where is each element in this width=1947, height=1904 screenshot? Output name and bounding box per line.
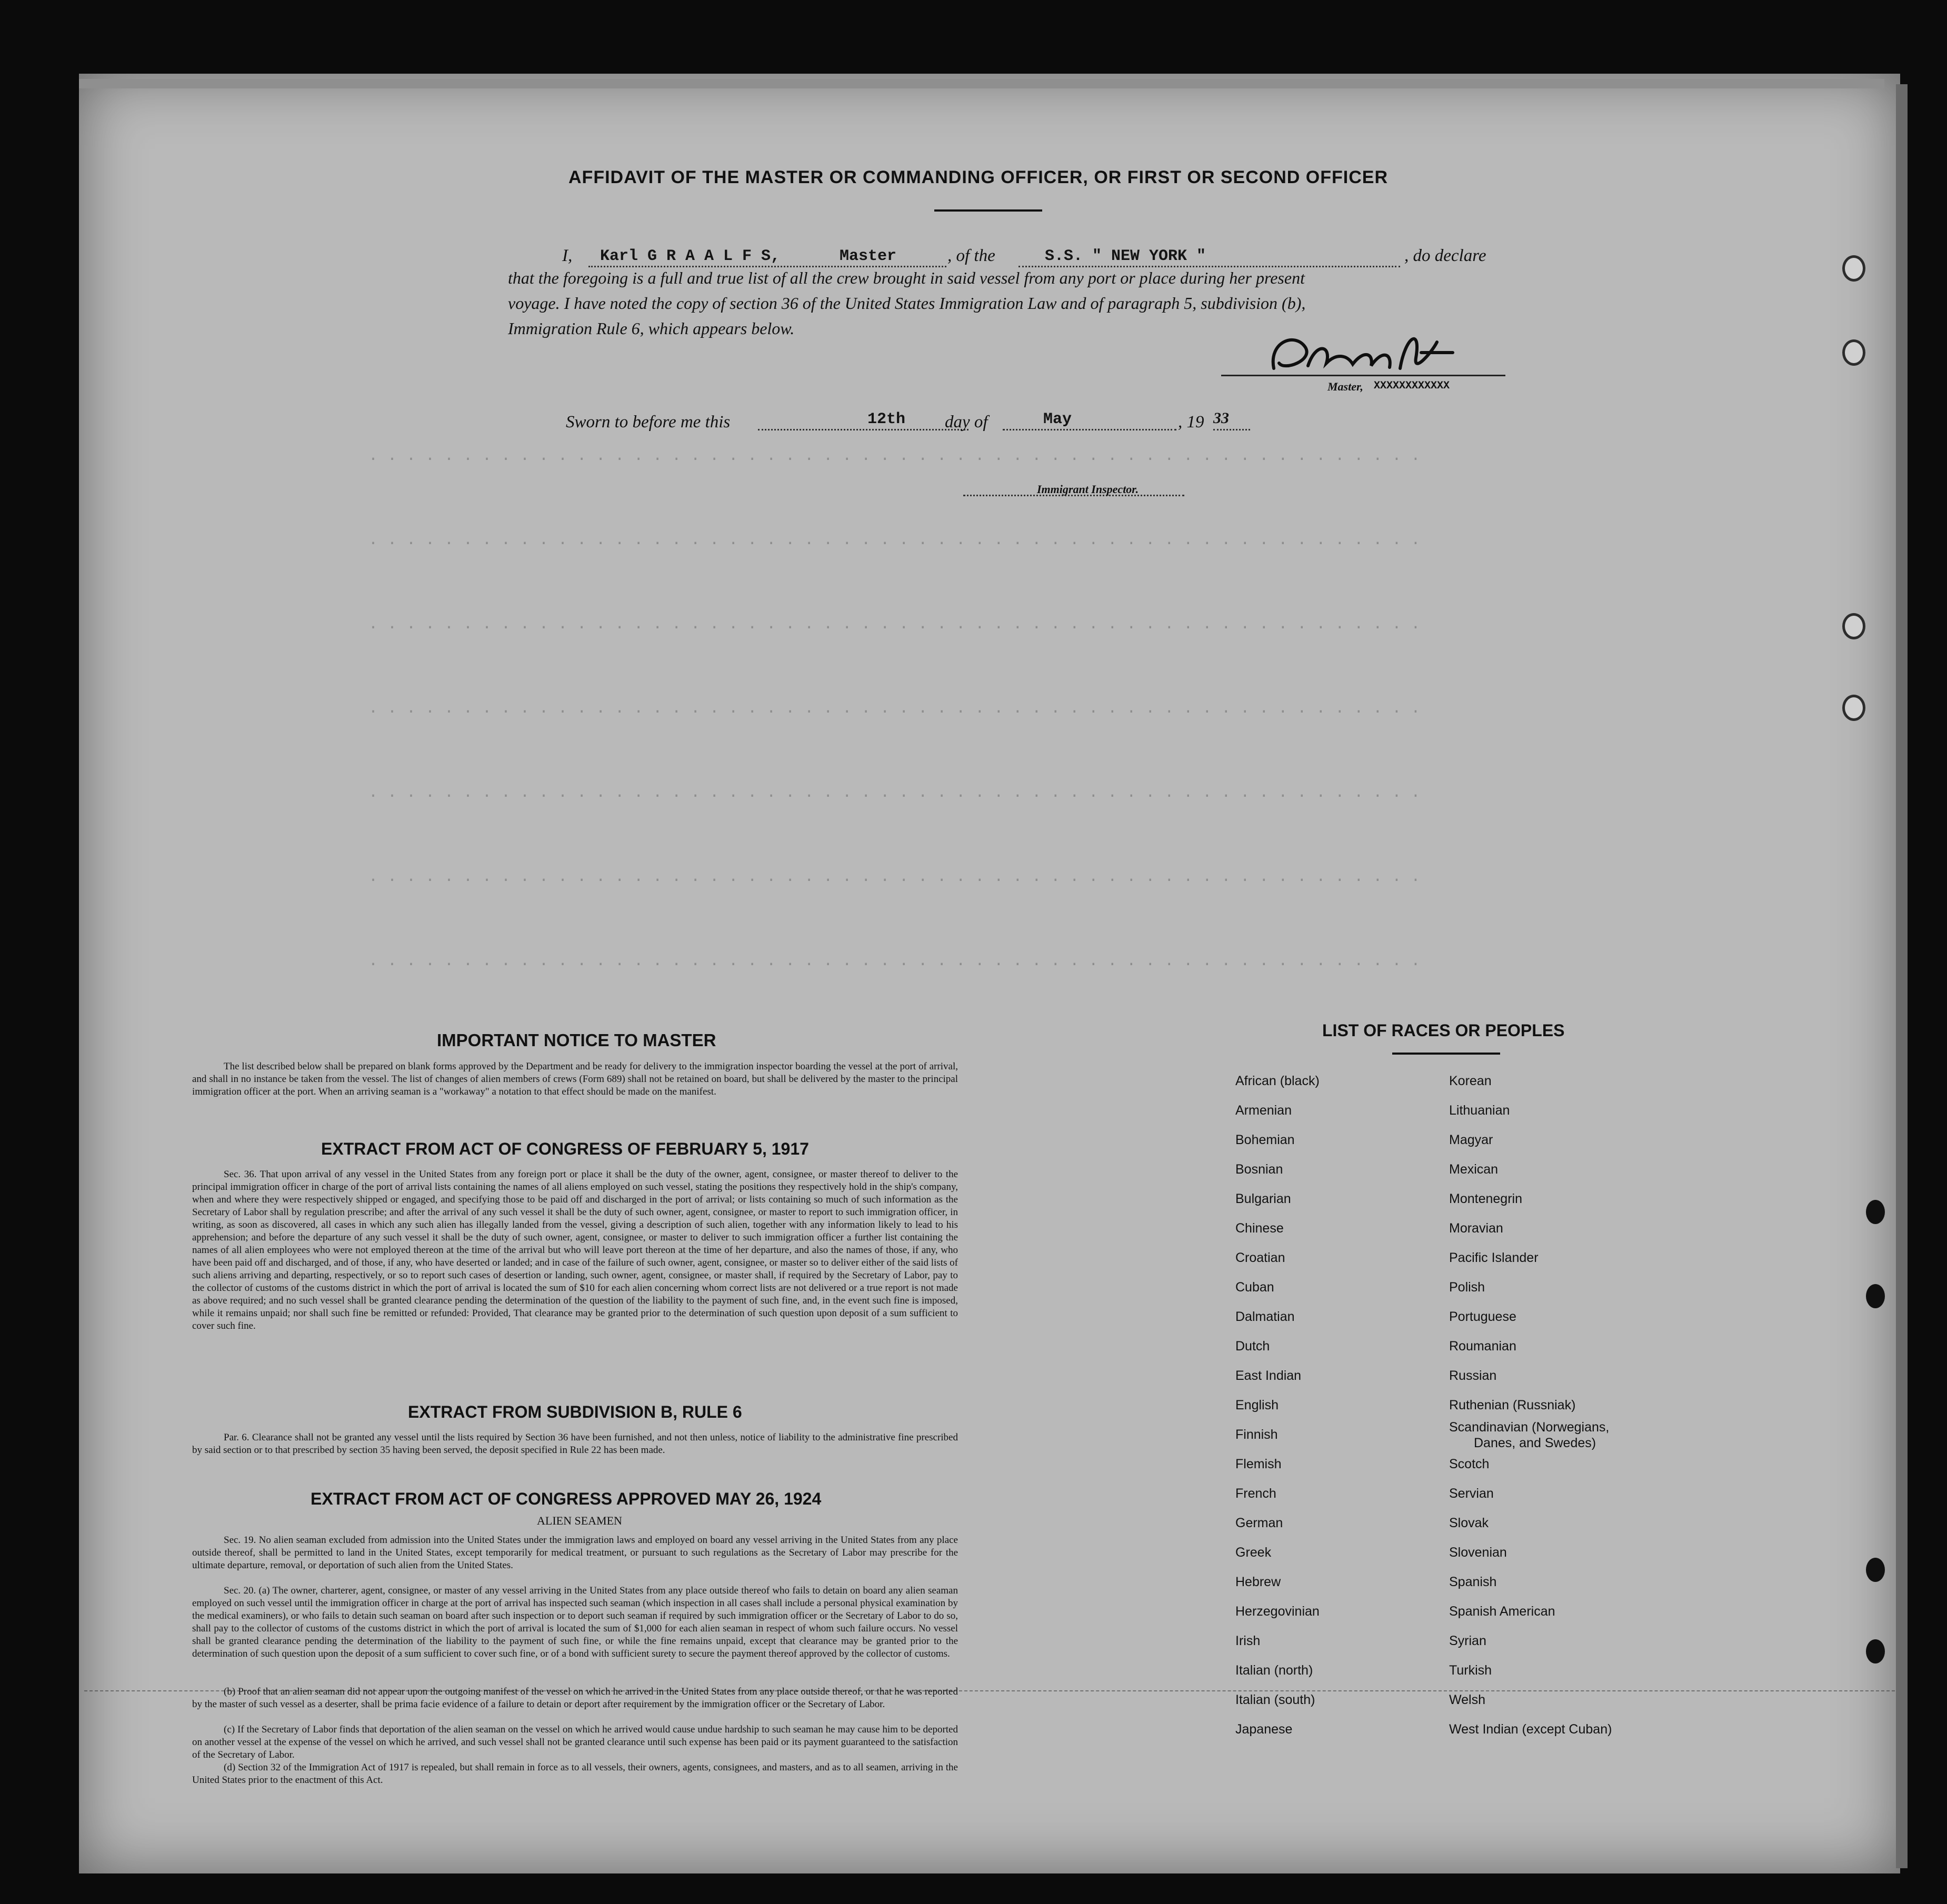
sworn-day-line xyxy=(758,429,968,430)
extract-rule6-body: Par. 6. Clearance shall not be granted any vessel until the lists required by Section 36 have been furnished, and not then unless, notice of liability to the administrative fine prescribed by said section or to that prescribed by section 35 having been served, the deposit specified in Rule 22 has been made. xyxy=(192,1432,958,1456)
race-right: Scotch xyxy=(1449,1457,1490,1471)
notice-title: IMPORTANT NOTICE TO MASTER xyxy=(437,1030,716,1050)
race-right: Russian xyxy=(1449,1368,1497,1383)
binder-hole xyxy=(1842,613,1865,639)
race-left: Italian (south) xyxy=(1235,1692,1315,1707)
race-right: Slovenian xyxy=(1449,1545,1507,1560)
race-left: Cuban xyxy=(1235,1280,1274,1295)
sheet-right-edge xyxy=(1896,84,1908,1868)
binder-hole xyxy=(1866,1284,1885,1308)
sec20b-body: (b) Proof that an alien seaman did not appear upon the outgoing manifest of the vessel on which he arrived in the United States from any place outside thereof, or that he was reported by the master of such vessel as a deserter, shall be prima facie evidence of a failure to detain or deport after requirement by the immigration officer or the Secretary of Labor. xyxy=(192,1686,958,1710)
race-right: Ruthenian (Russniak) xyxy=(1449,1398,1576,1412)
race-right: Syrian xyxy=(1449,1634,1486,1648)
signature-line xyxy=(1221,375,1505,376)
race-left: Dutch xyxy=(1235,1339,1270,1354)
race-left: Italian (north) xyxy=(1235,1663,1313,1678)
extract-1917-title: EXTRACT FROM ACT OF CONGRESS OF FEBRUARY 5, 1917 xyxy=(321,1139,809,1158)
race-right: Welsh xyxy=(1449,1692,1486,1707)
race-left: Hebrew xyxy=(1235,1575,1281,1589)
race-right: Scandinavian (Norwegians, xyxy=(1449,1420,1610,1435)
race-right: Polish xyxy=(1449,1280,1485,1295)
struck-caption: XXXXXXXXXXXX xyxy=(1374,380,1450,392)
bleed-through-row: . . . . . . . . . . . . . . . . . . . . . . . . . . . . . . . . . . . . . . . . . . . . . . . . . . . . . . . . xyxy=(368,532,1421,549)
name-line xyxy=(588,266,946,267)
binder-hole xyxy=(1866,1639,1885,1664)
races-title-underline xyxy=(1392,1053,1500,1055)
officer-rank: Master xyxy=(840,247,897,265)
binder-hole xyxy=(1842,339,1865,366)
do-declare-label: , do declare xyxy=(1404,246,1486,265)
race-left: Bulgarian xyxy=(1235,1191,1291,1206)
race-right: Pacific Islander xyxy=(1449,1250,1539,1265)
race-right: Lithuanian xyxy=(1449,1103,1510,1118)
binder-hole xyxy=(1842,695,1865,721)
vessel-line xyxy=(1019,266,1400,267)
race-left: Flemish xyxy=(1235,1457,1282,1471)
race-left: German xyxy=(1235,1516,1283,1530)
affidavit-line-3: voyage. I have noted the copy of section 36 of the United States Immigration Law and of paragraph 5, subdivision (b), xyxy=(508,294,1306,313)
fold-line xyxy=(84,1690,1895,1691)
declare-i: I, xyxy=(562,246,573,265)
notice-body: The list described below shall be prepared on blank forms approved by the Department and be ready for delivery to the immigration inspector boarding the vessel at the port of arrival, and shall in no instance be taken from the vessel. The list of changes of alien members of crews (Form 689) shall not be retained on board, but shall be delivered by the master to the principal immigration officer at the port. When an arriving seaman is a "workaway" a notation to that effect should be made on the manifest. xyxy=(192,1061,958,1097)
affidavit-line-4: Immigration Rule 6, which appears below. xyxy=(508,319,795,338)
bleed-through-row: . . . . . . . . . . . . . . . . . . . . . . . . . . . . . . . . . . . . . . . . . . . . . . . . . . . . . . . . xyxy=(368,868,1421,886)
bleed-through-row: . . . . . . . . . . . . . . . . . . . . . . . . . . . . . . . . . . . . . . . . . . . . . . . . . . . . . . . . xyxy=(368,700,1421,718)
extract-rule6-title: EXTRACT FROM SUBDIVISION B, RULE 6 xyxy=(408,1402,742,1421)
sworn-day: 12th xyxy=(867,410,906,428)
extract-1917-body: Sec. 36. That upon arrival of any vessel in the United States from any foreign port or place it shall be the duty of the owner, agent, consignee, or master thereof to deliver to the principal immigration officer in charge of the port of arrival lists containing the names of all aliens employed on such vessel, stating the positions they respectively hold in the ship's company, when and where they were respectively shipped or engaged, and specifying those to be paid off and discharged in the port of arrival; or lists containing so much of such information as the Secretary of Labor shall by regulation prescribe; and after the arrival of any such vessel it shall be the duty of such owner, agent, consignee, or master to report to such immigration officer, in writing, as soon as discovered, all cases in which any such alien has illegally landed from the vessel, giving a description of such alien, together with any information likely to lead to his apprehension; and before the departure of any such vessel it shall be the duty of such owner, agent, consignee, or master to deliver to such immigration officer a further list containing the names of all alien employees who were not employed thereon at the time of the arrival but who will leave port thereon at the time of her departure, and also the names of those, if any, who have been paid off and discharged, and of those, if any, who have deserted or landed; and in case of the failure of such owner, agent, consignee, or master so to deliver either of the said lists of such aliens arriving and departing, respectively, or so to report such cases of desertion or landing, such owner, agent, consignee, or master shall, if required by the Secretary of Labor, pay to the collector of customs of the customs district in which the port of arrival is located the sum of $10 for each alien concerning whom correct lists are not delivered or a true report is not made as above required; and no such vessel shall be granted clearance pending the determination of the question of the liability to the payment of such fine, and, in the event such fine is imposed, while it remains unpaid; nor shall such fine be remitted or refunded: Provided, That clearance may be granted prior to the determination of such question upon deposit of a sum sufficient to cover such fine. xyxy=(192,1169,958,1331)
title-underline xyxy=(934,209,1042,212)
race-right: Spanish xyxy=(1449,1575,1497,1589)
race-right: Montenegrin xyxy=(1449,1191,1522,1206)
race-right: Spanish American xyxy=(1449,1604,1555,1619)
race-left: Bosnian xyxy=(1235,1162,1283,1177)
race-left: Finnish xyxy=(1235,1427,1278,1442)
extract-1924-title: EXTRACT FROM ACT OF CONGRESS APPROVED MAY 26, 1924 xyxy=(311,1489,822,1508)
vessel-name: S.S. " NEW YORK " xyxy=(1045,247,1206,265)
day-of-label: day of xyxy=(945,413,988,432)
binder-hole xyxy=(1866,1200,1885,1224)
sheet-top-edge xyxy=(79,79,1884,88)
master-signature xyxy=(1263,321,1505,389)
race-left: Bohemian xyxy=(1235,1133,1295,1147)
race-left: Herzegovinian xyxy=(1235,1604,1320,1619)
bleed-through-row: . . . . . . . . . . . . . . . . . . . . . . . . . . . . . . . . . . . . . . . . . . . . . . . . . . . . . . . . xyxy=(368,953,1421,970)
race-right: Turkish xyxy=(1449,1663,1492,1678)
races-title: LIST OF RACES OR PEOPLES xyxy=(1322,1021,1565,1040)
race-left: Chinese xyxy=(1235,1221,1284,1236)
race-right: Moravian xyxy=(1449,1221,1503,1236)
bleed-through-row: . . . . . . . . . . . . . . . . . . . . . . . . . . . . . . . . . . . . . . . . . . . . . . . . . . . . . . . . xyxy=(368,616,1421,634)
sworn-year: 33 xyxy=(1213,409,1229,427)
race-left: East Indian xyxy=(1235,1368,1302,1383)
race-left: Armenian xyxy=(1235,1103,1292,1118)
race-right: Danes, and Swedes) xyxy=(1474,1436,1596,1450)
race-right: Roumanian xyxy=(1449,1339,1516,1354)
race-right: Mexican xyxy=(1449,1162,1499,1177)
race-left: African (black) xyxy=(1235,1074,1320,1088)
race-left: French xyxy=(1235,1486,1276,1501)
race-right: Slovak xyxy=(1449,1516,1489,1530)
sworn-label: Sworn to before me this xyxy=(566,413,731,432)
affidavit-line-2: that the foregoing is a full and true list of all the crew brought in said vessel from any port or place during her present xyxy=(508,268,1305,287)
extract-1924-subtitle: ALIEN SEAMEN xyxy=(537,1514,622,1527)
race-right: Servian xyxy=(1449,1486,1494,1501)
sec20d-body: (d) Section 32 of the Immigration Act of 1917 is repealed, but shall remain in force as to all vessels, their owners, agents, consignees, and masters, and as to all seamen, arriving in the United States prior to the enactment of this Act. xyxy=(192,1762,958,1786)
race-right: Portuguese xyxy=(1449,1309,1516,1324)
master-caption: Master, xyxy=(1327,380,1363,393)
sworn-month: May xyxy=(1043,410,1072,428)
sec20c-body: (c) If the Secretary of Labor finds that deportation of the alien seaman on the vessel on which he arrived would cause undue hardship to such seaman he may cause him to be deported on another vessel at the expense of the vessel on which he arrived, and such vessel shall not be granted clearance until such expense has been paid or its payment guaranteed to the satisfaction of the Secretary of Labor. xyxy=(192,1724,958,1760)
race-left: Irish xyxy=(1235,1634,1261,1648)
inspector-caption: Immigrant Inspector. xyxy=(1037,483,1139,496)
sec19-body: Sec. 19. No alien seaman excluded from admission into the United States under the immigration laws and employed on board any vessel arriving in the United States from any place outside thereof, shall be permitted to land in the United States, except temporarily for medical treatment, or pursuant to such regulations as the Secretary of Labor may prescribe for the ultimate departure, removal, or deportation of such alien from the United States. xyxy=(192,1535,958,1571)
master-name: Karl G R A A L F S, xyxy=(600,247,781,265)
race-left: Japanese xyxy=(1235,1722,1293,1737)
race-left: English xyxy=(1235,1398,1279,1412)
race-left: Croatian xyxy=(1235,1250,1285,1265)
year-prefix: , 19 xyxy=(1178,413,1204,432)
race-left: Greek xyxy=(1235,1545,1272,1560)
race-right: Magyar xyxy=(1449,1133,1493,1147)
race-left: Dalmatian xyxy=(1235,1309,1295,1324)
bleed-through-row: . . . . . . . . . . . . . . . . . . . . . . . . . . . . . . . . . . . . . . . . . . . . . . . . . . . . . . . . xyxy=(368,784,1421,802)
sworn-month-line xyxy=(1003,429,1176,430)
affidavit-title: AFFIDAVIT OF THE MASTER OR COMMANDING OFFICER, OR FIRST OR SECOND OFFICER xyxy=(568,167,1388,187)
of-the-label: , of the xyxy=(947,246,995,265)
binder-hole xyxy=(1842,255,1865,282)
race-right: West Indian (except Cuban) xyxy=(1449,1722,1612,1737)
binder-hole xyxy=(1866,1558,1885,1582)
sec20a-body: Sec. 20. (a) The owner, charterer, agent, consignee, or master of any vessel arriving in the United States from any place outside thereof who fails to detain on board any alien seaman employed on such vessel until the immigration officer in charge at the port of arrival has inspected such seaman (which inspection in all cases shall include a personal physical examination by the medical examiners), or who fails to detain such seaman on board after such inspection or to deport such seaman if required by such immigration officer or the Secretary of Labor to do so, shall pay to the collector of customs of the customs district in which the port of arrival is located the sum of $1,000 for each alien seaman in respect of whom such failure occurs. No vessel shall be granted clearance pending the determination of the liability to the payment of such fine, or while the fine remains unpaid, except that clearance may be granted prior to the determination of such question upon the deposit of a sum sufficient to cover such fine, or of a bond with sufficient surety to secure the payment thereof approved by the collector of customs. xyxy=(192,1585,958,1659)
sworn-year-line xyxy=(1213,429,1250,430)
bleed-through-row: . . . . . . . . . . . . . . . . . . . . . . . . . . . . . . . . . . . . . . . . . . . . . . . . . . . . . . . . xyxy=(368,447,1421,465)
race-right: Korean xyxy=(1449,1074,1492,1088)
